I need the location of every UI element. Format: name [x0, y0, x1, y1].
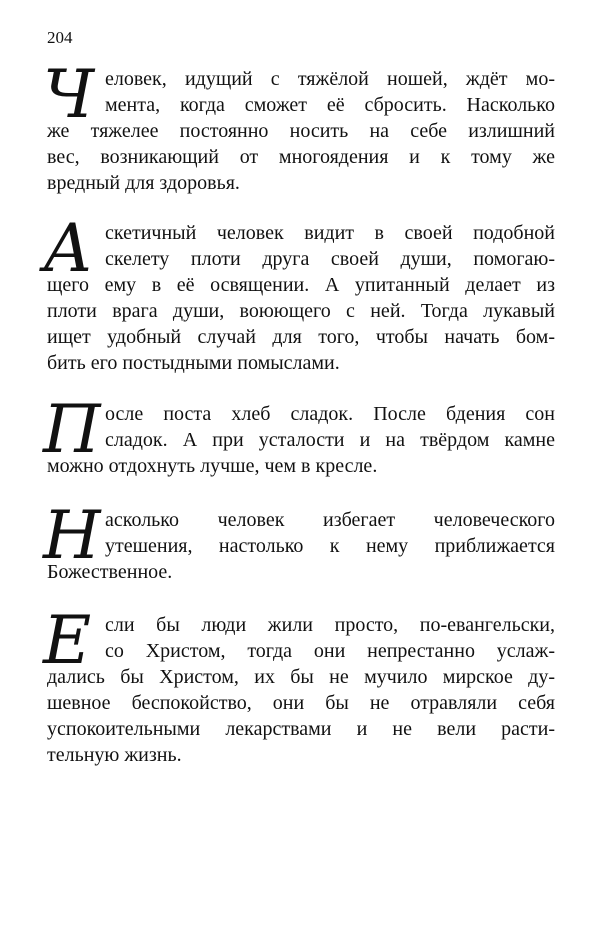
text-line: ищет удобный случай для того, чтобы начать бом- — [47, 326, 555, 348]
text-line: асколько человек избегает человеческого — [105, 509, 555, 531]
text-line: успокоительными лекарствами и не вели расти- — [47, 718, 555, 740]
text-line: мента, когда сможет её сбросить. Насколько — [105, 94, 555, 116]
text-line: же тяжелее постоянно носить на себе излишний — [47, 120, 555, 142]
page-number: 204 — [47, 28, 73, 47]
drop-cap-initial: П — [43, 391, 101, 468]
paragraph-4 — [43, 497, 555, 585]
text-line: вес, возникающий от многоядения и к тому же — [47, 146, 555, 168]
drop-cap-initial: Е — [43, 602, 92, 679]
text-line: сли бы люди жили просто, по-евангельски, — [105, 614, 555, 636]
text-line: скетичный человек видит в своей подобной — [105, 222, 555, 244]
drop-cap-initial: А — [43, 210, 93, 287]
text-line: осле поста хлеб сладок. После бдения сон — [105, 403, 555, 425]
text-line: Божественное. — [47, 561, 173, 583]
text-line: щего ему в её освящении. А упитанный делает из — [47, 274, 555, 296]
drop-cap-initial: Ч — [43, 56, 95, 133]
paragraph-2 — [43, 210, 555, 376]
text-line: бить его постыдными помыслами. — [47, 352, 340, 374]
text-line: плоти врага души, воюющего с ней. Тогда лукавый — [47, 300, 555, 322]
paragraph-5 — [43, 602, 555, 768]
text-line: утешения, настолько к нему приближается — [105, 535, 555, 557]
text-line: еловек, идущий с тяжёлой ношей, ждёт мо- — [105, 68, 555, 90]
text-line: сладок. А при усталости и на твёрдом камне — [105, 429, 555, 451]
paragraph-1 — [43, 56, 555, 196]
text-line: со Христом, тогда они непрестанно услаж- — [105, 640, 555, 662]
paragraph-3 — [43, 391, 555, 479]
text-line: тельную жизнь. — [47, 744, 182, 766]
drop-cap-initial: Н — [43, 497, 101, 574]
text-line: шевное беспокойство, они бы не отравляли себя — [47, 692, 555, 714]
text-line: дались бы Христом, их бы не мучило мирское ду- — [47, 666, 555, 688]
text-line: скелету плоти друга своей души, помогаю- — [105, 248, 555, 270]
text-line: можно отдохнуть лучше, чем в кресле. — [47, 455, 378, 477]
text-line: вредный для здоровья. — [47, 172, 240, 194]
